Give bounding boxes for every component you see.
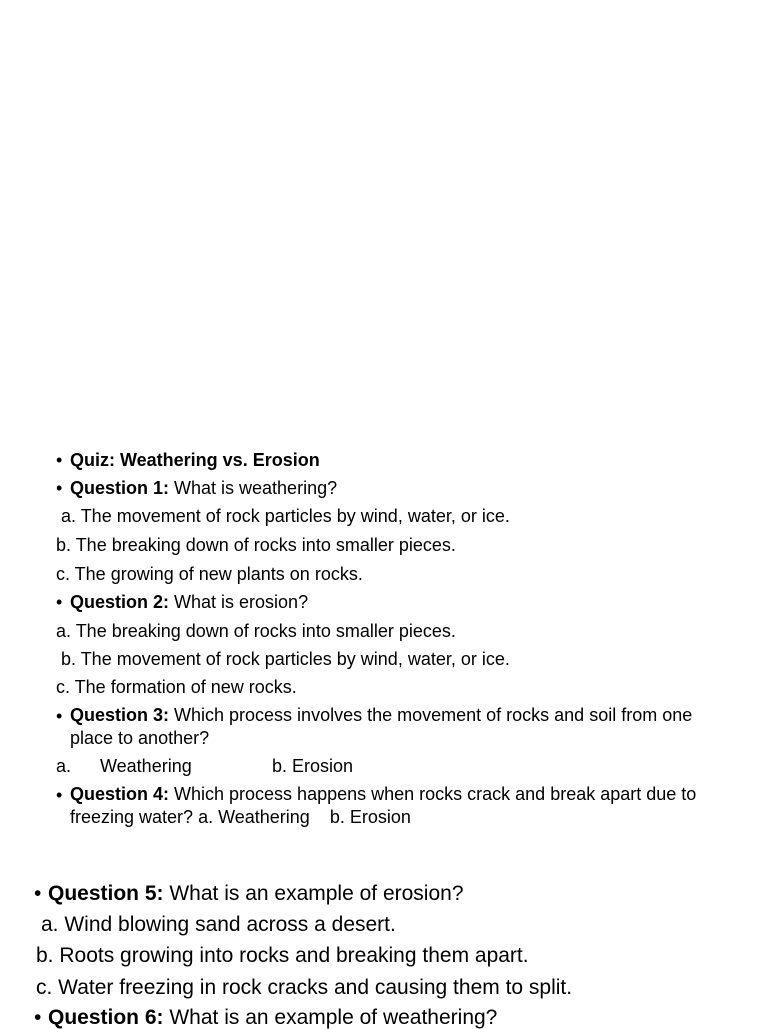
question-2-option-a: a. The breaking down of rocks into smaller pieces. [56, 621, 456, 641]
question-3 [70, 704, 710, 750]
question-6-label: Question 6: [48, 1006, 164, 1029]
bullet-icon: • [56, 592, 63, 612]
bullet-icon: • [56, 450, 63, 470]
question-2-text: What is erosion? [169, 592, 309, 612]
question-5-option-b: b. Roots growing into rocks and breaking them apart. [36, 944, 529, 967]
question-1-option-b: b. The breaking down of rocks into smaller pieces. [56, 535, 456, 555]
question-5-text: What is an example of erosion? [163, 882, 464, 905]
question-2-option-c: c. The formation of new rocks. [56, 677, 297, 697]
quiz-title [70, 451, 320, 469]
question-2-label: Question 2: [70, 592, 170, 612]
bullet-icon: • [56, 785, 63, 805]
bullet-icon: • [56, 706, 63, 726]
question-1-option-c: c. The growing of new plants on rocks. [56, 564, 363, 584]
question-5-label: Question 5: [48, 882, 164, 905]
bullet-icon: • [34, 882, 42, 905]
question-5-option-c: c. Water freezing in rock cracks and causing them to split. [36, 976, 573, 999]
question-1-option-a: a. The movement of rock particles by wind, water, or ice. [61, 506, 510, 526]
question-1 [70, 479, 337, 497]
question-3-option-b: b. Erosion [272, 756, 354, 776]
question-5 [48, 883, 464, 904]
quiz-title-text: Quiz: Weathering vs. Erosion [70, 450, 320, 470]
question-3-option-a-letter: a. [56, 756, 72, 776]
question-6-text: What is an example of weathering? [163, 1006, 498, 1029]
question-6 [48, 1007, 497, 1028]
bullet-icon: • [34, 1006, 42, 1029]
question-1-label: Question 1: [70, 478, 170, 498]
question-5-option-a: a. Wind blowing sand across a desert. [41, 913, 396, 936]
bullet-icon: • [56, 478, 63, 498]
question-4-text: Which process happens when rocks crack and break apart due to freezing water? a. Weathering [70, 784, 697, 827]
question-4 [70, 783, 730, 829]
question-4-label: Question 4: [70, 784, 170, 804]
question-4-option-b: b. Erosion [329, 807, 411, 827]
question-3-text: Which process involves the movement of rocks and soil from one place to another? [70, 705, 693, 748]
question-3-label: Question 3: [70, 705, 170, 725]
question-1-text: What is weathering? [169, 478, 338, 498]
question-2 [70, 593, 308, 611]
question-3-option-a: Weathering [100, 756, 192, 776]
question-2-option-b: b. The movement of rock particles by wind, water, or ice. [61, 649, 510, 669]
